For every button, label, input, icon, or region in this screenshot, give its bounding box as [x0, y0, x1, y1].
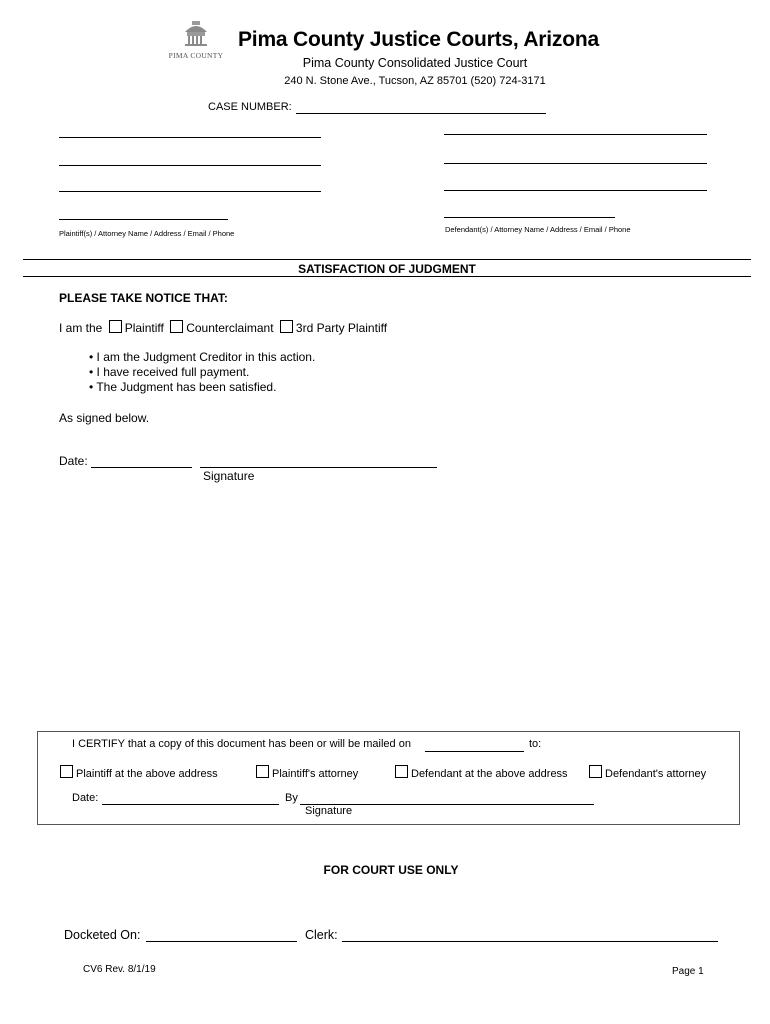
defendant-address-label: Defendant at the above address — [411, 768, 568, 780]
defendant-line-4[interactable] — [444, 217, 615, 218]
page-title: Pima County Justice Courts, Arizona — [238, 28, 599, 51]
court-address: 240 N. Stone Ave., Tucson, AZ 85701 (520) 724-3171 — [284, 75, 546, 87]
signature-field[interactable] — [200, 467, 437, 468]
plaintiff-address-checkbox[interactable] — [60, 765, 73, 778]
plaintiff-address-option[interactable] — [60, 765, 218, 780]
certify-date-label: Date: — [72, 792, 99, 804]
as-signed-text: As signed below. — [59, 411, 150, 425]
plaintiff-checkbox[interactable] — [109, 320, 122, 333]
third-party-plaintiff-option-label: 3rd Party Plaintiff — [295, 321, 388, 335]
defendant-attorney-option[interactable] — [589, 765, 706, 780]
case-number-label: CASE NUMBER: — [208, 101, 292, 113]
defendant-line-3[interactable] — [444, 190, 707, 191]
defendant-line-2[interactable] — [444, 163, 707, 164]
court-subtitle: Pima County Consolidated Justice Court — [302, 56, 528, 70]
plaintiff-caption: Plaintiff(s) / Attorney Name / Address / Email / Phone — [59, 229, 235, 238]
clerk-label: Clerk: — [305, 928, 338, 942]
plaintiff-line-4[interactable] — [59, 219, 228, 220]
list-item: • I have received full payment. — [89, 365, 250, 379]
statement-list — [89, 350, 315, 395]
third-party-plaintiff-checkbox[interactable] — [280, 320, 293, 333]
certify-signature-caption: Signature — [305, 805, 353, 817]
section-rule-bottom — [23, 276, 751, 277]
certify-date-field[interactable] — [102, 804, 279, 805]
plaintiff-attorney-label: Plaintiff's attorney — [272, 768, 359, 780]
certify-to-label: to: — [529, 738, 542, 750]
courthouse-icon — [163, 20, 229, 46]
i-am-the-label: I am the — [59, 321, 103, 335]
logo-text: PIMA COUNTY — [168, 51, 224, 60]
defendant-address-checkbox[interactable] — [395, 765, 408, 778]
signature-caption: Signature — [203, 469, 255, 483]
date-label: Date: — [59, 454, 88, 468]
docketed-label: Docketed On: — [64, 928, 141, 942]
counterclaimant-checkbox[interactable] — [170, 320, 183, 333]
defendant-attorney-label: Defendant's attorney — [605, 768, 707, 780]
section-title: SATISFACTION OF JUDGMENT — [298, 262, 476, 276]
plaintiff-line-1[interactable] — [59, 137, 321, 138]
plaintiff-line-2[interactable] — [59, 165, 321, 166]
section-rule-top — [23, 259, 751, 260]
plaintiff-line-3[interactable] — [59, 191, 321, 192]
notice-heading: PLEASE TAKE NOTICE THAT: — [59, 291, 228, 305]
county-seal-logo — [163, 20, 229, 60]
docketed-on-field[interactable] — [146, 941, 297, 942]
certify-text: I CERTIFY that a copy of this document has been or will be mailed on — [72, 738, 411, 750]
plaintiff-option-label: Plaintiff — [124, 321, 164, 335]
clerk-field[interactable] — [342, 941, 718, 942]
case-number-field[interactable] — [296, 113, 546, 114]
mailed-on-date-field[interactable] — [425, 751, 524, 752]
plaintiff-attorney-checkbox[interactable] — [256, 765, 269, 778]
plaintiff-address-label: Plaintiff at the above address — [76, 768, 218, 780]
date-field[interactable] — [91, 467, 192, 468]
party-role-row — [59, 320, 387, 335]
defendant-line-1[interactable] — [444, 134, 707, 135]
list-item: • I am the Judgment Creditor in this action. — [89, 350, 316, 364]
defendant-attorney-checkbox[interactable] — [589, 765, 602, 778]
form-id: CV6 Rev. 8/1/19 — [83, 964, 156, 975]
defendant-address-option[interactable] — [395, 765, 568, 780]
list-item: • The Judgment has been satisfied. — [89, 380, 277, 394]
court-use-title: FOR COURT USE ONLY — [323, 863, 459, 877]
certify-by-label: By — [285, 792, 298, 804]
counterclaimant-option-label: Counterclaimant — [186, 321, 274, 335]
defendant-caption: Defendant(s) / Attorney Name / Address / Email / Phone — [445, 225, 631, 234]
plaintiff-attorney-option[interactable] — [256, 765, 358, 780]
page-number: Page 1 — [672, 966, 704, 977]
